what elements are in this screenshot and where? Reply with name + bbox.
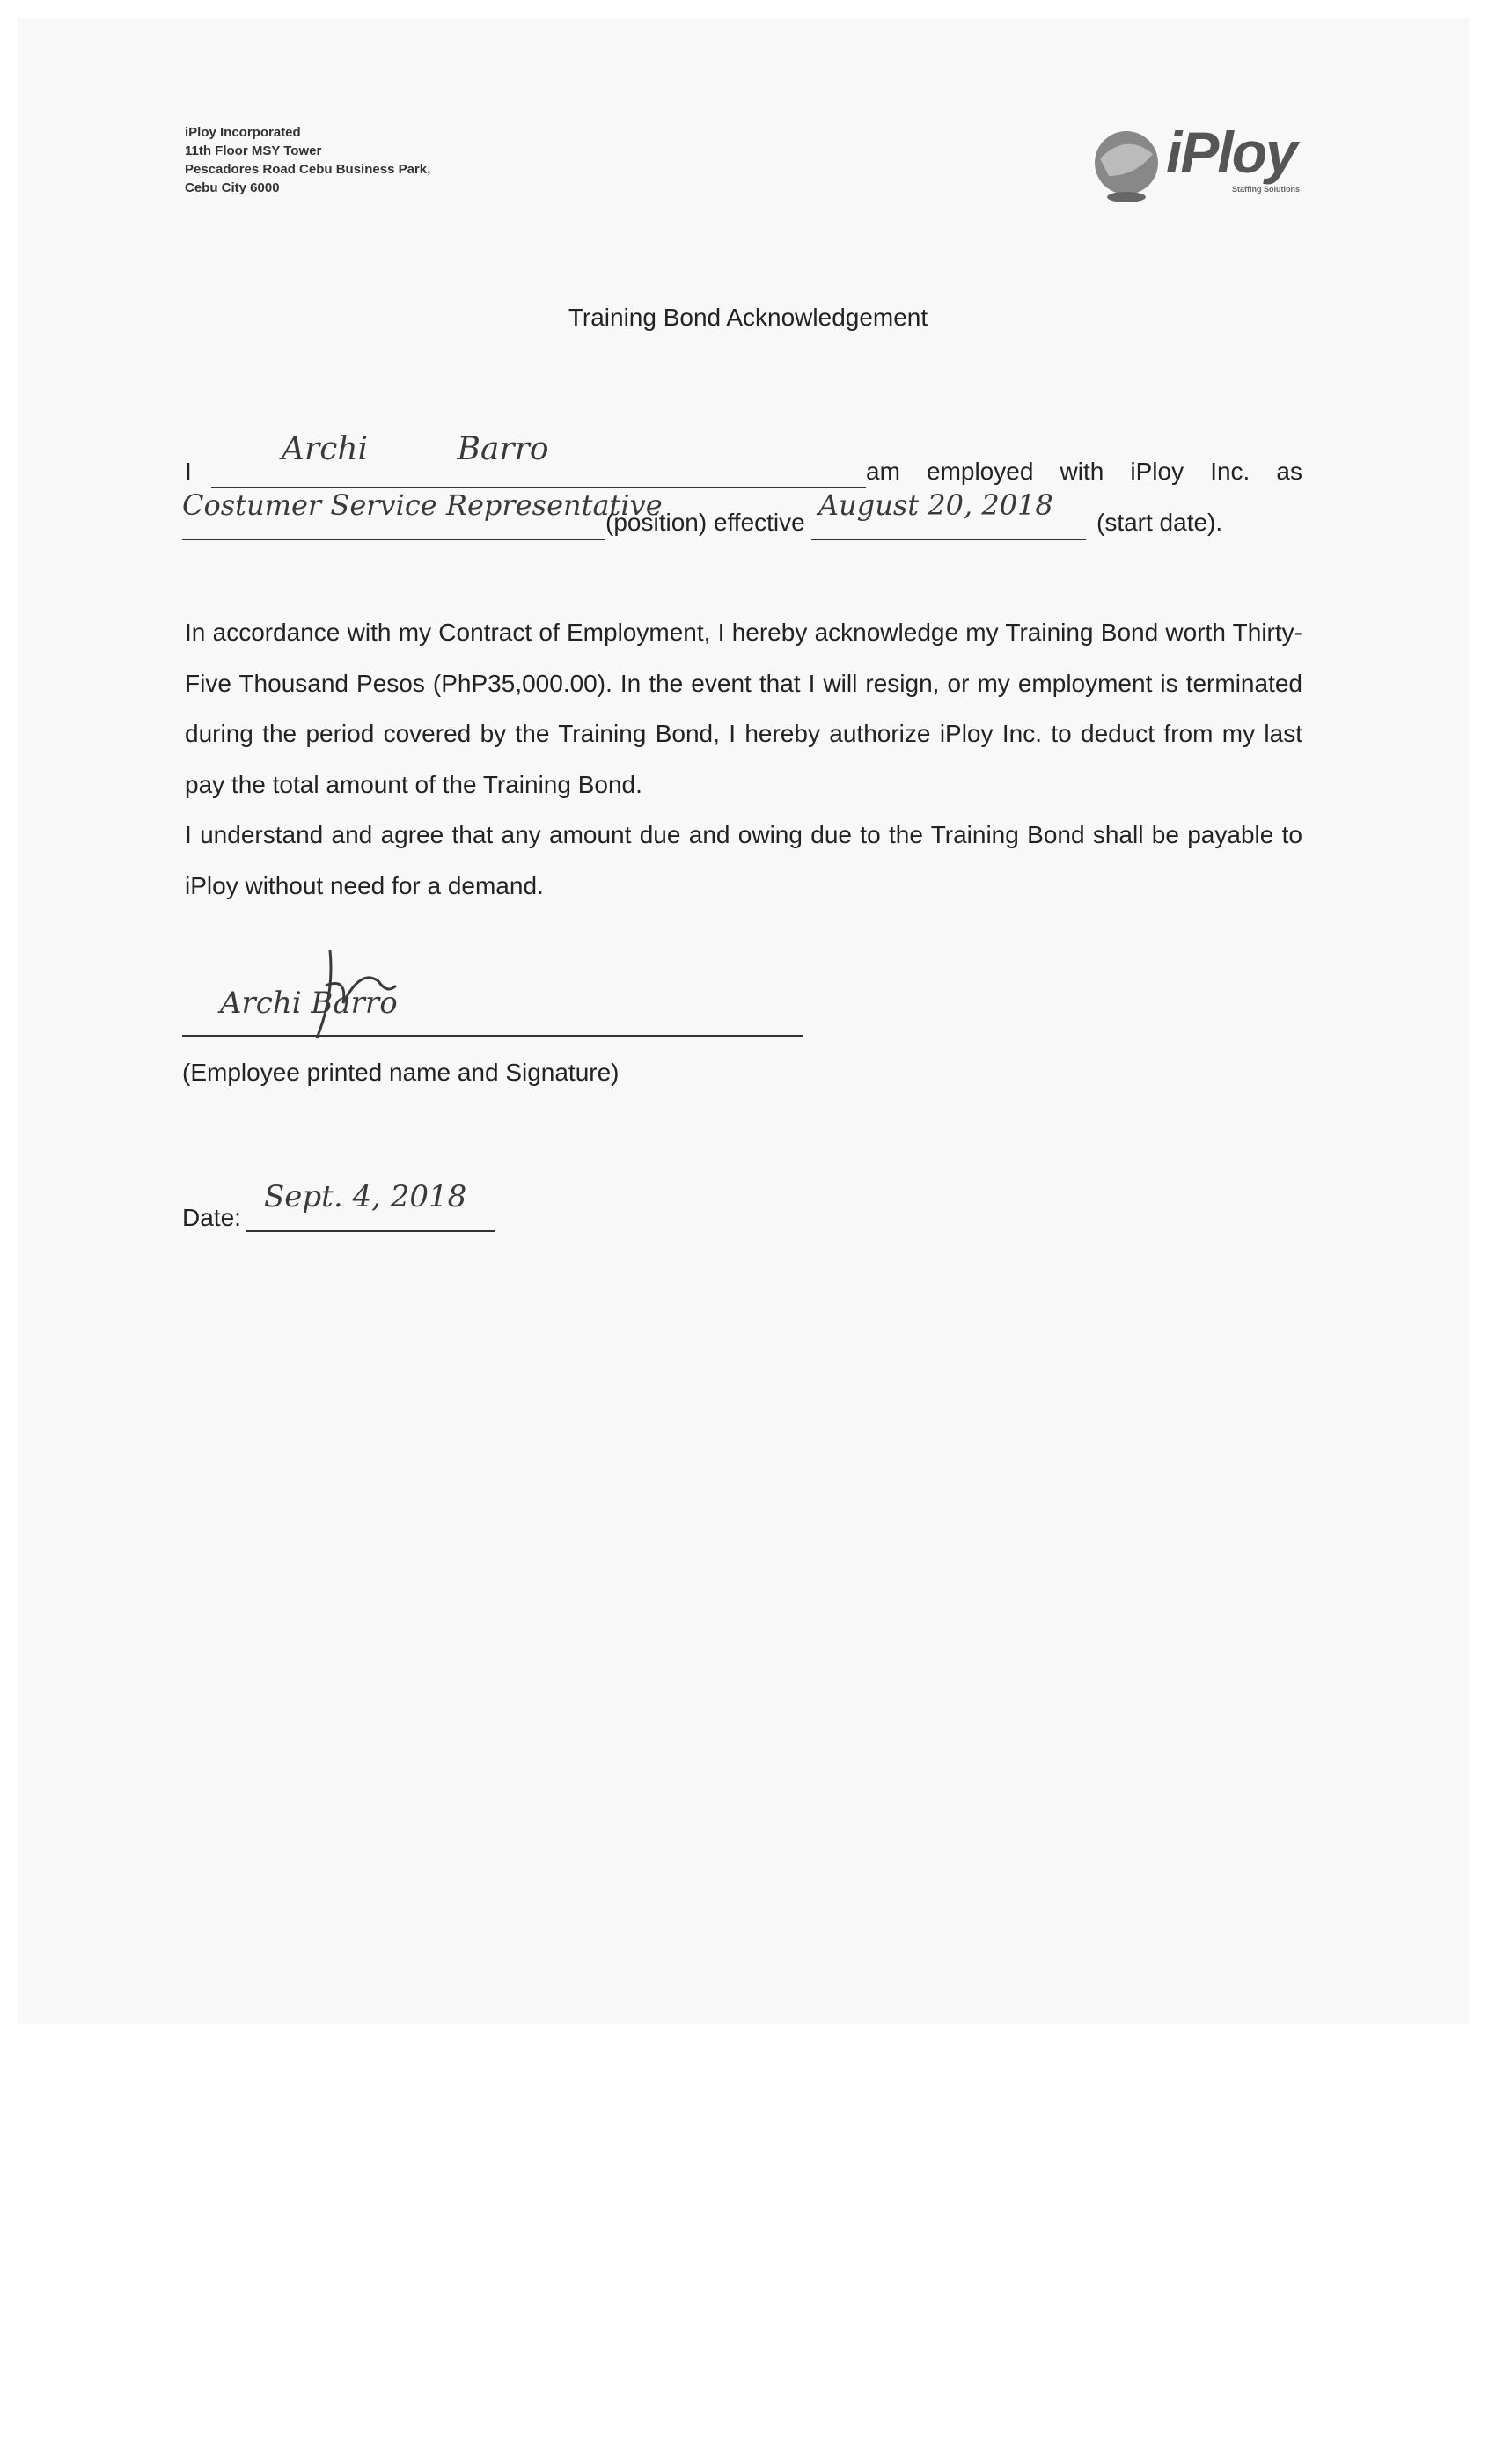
- globe-icon: [1082, 123, 1170, 211]
- address-line: iPloy Incorporated: [185, 125, 301, 140]
- position-label: (position) effective: [605, 509, 805, 536]
- employee-name: Archi Barro: [282, 431, 549, 467]
- document-title: Training Bond Acknowledgement: [568, 304, 928, 331]
- signature-label: (Employee printed name and Signature): [182, 1059, 620, 1086]
- address-line: 11th Floor MSY Tower: [185, 143, 322, 158]
- address-line: Pescadores Road Cebu Business Park,: [185, 162, 431, 177]
- paragraph: I understand and agree that any amount due and owing due to the Training Bond shall be payable to iPloy without need for a demand.: [185, 821, 1302, 899]
- address-line: Cebu City 6000: [185, 180, 280, 195]
- company-address: [185, 123, 430, 197]
- start-date-value: August 20, 2018: [818, 488, 1053, 522]
- signature-name: Archi Barro: [220, 986, 398, 1021]
- date-value: Sept. 4, 2018: [264, 1179, 467, 1214]
- start-date-label: (start date).: [1096, 509, 1223, 536]
- terms-body: [185, 607, 1302, 911]
- statement-prefix: I: [185, 458, 192, 485]
- date-label: Date:: [182, 1204, 241, 1231]
- signature-scribble: [299, 942, 405, 1056]
- statement-after-name: am employed with iPloy Inc. as: [866, 458, 1302, 485]
- company-logo: iPloy Staffing Solutions: [1082, 119, 1311, 207]
- position-value: Costumer Service Representative: [182, 488, 663, 522]
- paragraph: In accordance with my Contract of Employment, I hereby acknowledge my Training Bond worth Thirty-Five Thousand Pesos (PhP35,000.00). In the event that I will resign, or my employment is terminated during the period covered by the Training Bond, I hereby authorize iPloy Inc. to deduct from my last pay the total amount of the Training Bond.: [185, 619, 1302, 798]
